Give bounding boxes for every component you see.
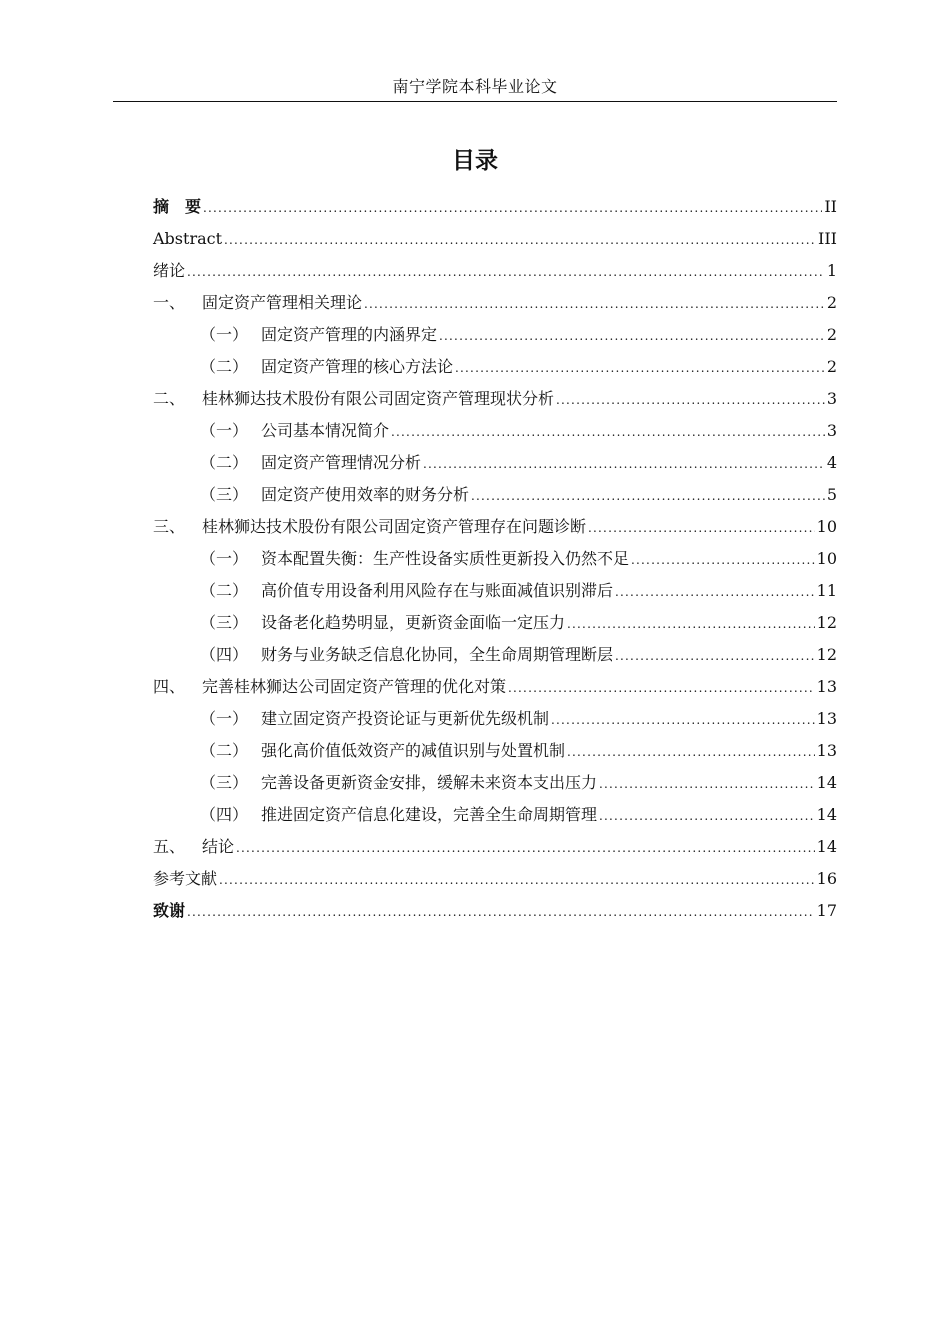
toc-page-number: 2 [826, 357, 837, 376]
toc-page-number: 10 [816, 517, 837, 536]
toc-dot-leader [567, 608, 815, 640]
toc-entry-label: 参考文献 [153, 869, 218, 888]
toc-entry[interactable] [153, 255, 837, 287]
toc-page-number: 13 [816, 741, 837, 760]
toc-entry-number: 三、 [153, 517, 186, 536]
toc-dot-leader [236, 832, 815, 864]
toc-dot-leader [187, 256, 825, 288]
toc-entry[interactable] [153, 895, 837, 927]
toc-entry-label: 完善设备更新资金安排，缓解未来资本支出压力 [261, 773, 598, 792]
running-header: 南宁学院本科毕业论文 [392, 77, 558, 96]
toc-entry[interactable] [153, 863, 837, 895]
page-title: 目录 [452, 148, 498, 174]
toc-entry-label: 致谢 [153, 901, 186, 920]
toc-page-number: 14 [816, 805, 837, 824]
toc-entry-label: 推进固定资产信息化建设，完善全生命周期管理 [261, 805, 598, 824]
toc-entry[interactable] [153, 607, 837, 639]
toc-page-number: III [818, 229, 837, 248]
toc-page-number: 3 [826, 421, 837, 440]
toc-entry-label: 强化高价值低效资产的减值识别与处置机制 [261, 741, 566, 760]
toc-entry-label: 财务与业务缺乏信息化协同，全生命周期管理断层 [261, 645, 614, 664]
toc-page-number: 12 [816, 645, 837, 664]
toc-dot-leader [391, 416, 825, 448]
table-of-contents [153, 191, 837, 927]
header-rule [113, 101, 837, 102]
toc-entry[interactable] [153, 575, 837, 607]
toc-entry[interactable] [153, 831, 837, 863]
toc-entry-number: 二、 [153, 389, 186, 408]
toc-entry-number: （一） [200, 549, 249, 568]
toc-entry-number: （三） [200, 773, 249, 792]
toc-page-number: 10 [816, 549, 837, 568]
toc-page-number: 16 [816, 869, 837, 888]
toc-dot-leader [219, 864, 815, 896]
toc-page-number: 13 [816, 709, 837, 728]
toc-entry[interactable] [153, 639, 837, 671]
toc-page-number: 12 [816, 613, 837, 632]
toc-entry-label: 固定资产管理的核心方法论 [261, 357, 454, 376]
toc-dot-leader [615, 576, 815, 608]
toc-entry-label: 结论 [202, 837, 235, 856]
toc-page-number: 2 [826, 325, 837, 344]
toc-entry-number: （四） [200, 805, 249, 824]
toc-entry-number: （一） [200, 709, 249, 728]
toc-entry-label: 固定资产管理相关理论 [202, 293, 363, 312]
toc-entry-number: 一、 [153, 293, 186, 312]
toc-dot-leader [615, 640, 815, 672]
toc-entry-label: 完善桂林狮达公司固定资产管理的优化对策 [202, 677, 507, 696]
toc-entry-label: 桂林狮达技术股份有限公司固定资产管理现状分析 [202, 389, 555, 408]
toc-entry[interactable] [153, 447, 837, 479]
toc-entry-label: 固定资产管理的内涵界定 [261, 325, 438, 344]
toc-entry-number: （三） [200, 485, 249, 504]
toc-entry-number: （二） [200, 357, 249, 376]
toc-entry-number: 五、 [153, 837, 186, 856]
toc-entry[interactable] [153, 191, 837, 223]
toc-entry[interactable] [153, 799, 837, 831]
toc-dot-leader [588, 512, 815, 544]
toc-dot-leader [224, 224, 816, 256]
toc-entry[interactable] [153, 223, 837, 255]
toc-page-number: 13 [816, 677, 837, 696]
toc-entry[interactable] [153, 287, 837, 319]
toc-entry-number: （四） [200, 645, 249, 664]
toc-entry-number: （二） [200, 581, 249, 600]
toc-page-number: 14 [816, 773, 837, 792]
toc-entry[interactable] [153, 319, 837, 351]
toc-entry-label: 桂林狮达技术股份有限公司固定资产管理存在问题诊断 [202, 517, 587, 536]
toc-page-number: 2 [826, 293, 837, 312]
toc-dot-leader [631, 544, 815, 576]
toc-entry-label: 资本配置失衡：生产性设备实质性更新投入仍然不足 [261, 549, 630, 568]
toc-dot-leader [187, 896, 815, 928]
toc-page-number: 3 [826, 389, 837, 408]
toc-entry[interactable] [153, 415, 837, 447]
toc-dot-leader [203, 192, 822, 224]
toc-page-number: 5 [826, 485, 837, 504]
toc-page-number: 14 [816, 837, 837, 856]
toc-entry-label: 公司基本情况简介 [261, 421, 390, 440]
toc-dot-leader [567, 736, 815, 768]
toc-page-number: 1 [826, 261, 837, 280]
toc-entry-label: 绪论 [153, 261, 186, 280]
toc-page-number: 4 [826, 453, 837, 472]
toc-entry[interactable] [153, 671, 837, 703]
toc-entry-number: （一） [200, 421, 249, 440]
toc-entry-label: 固定资产使用效率的财务分析 [261, 485, 470, 504]
toc-page-number: II [824, 197, 837, 216]
toc-dot-leader [423, 448, 825, 480]
toc-entry-label: 高价值专用设备利用风险存在与账面减值识别滞后 [261, 581, 614, 600]
toc-dot-leader [455, 352, 825, 384]
toc-entry-label: 固定资产管理情况分析 [261, 453, 422, 472]
toc-dot-leader [599, 800, 815, 832]
toc-entry-number: （二） [200, 741, 249, 760]
toc-entry[interactable] [153, 511, 837, 543]
toc-dot-leader [551, 704, 815, 736]
toc-dot-leader [556, 384, 825, 416]
toc-entry[interactable] [153, 351, 837, 383]
toc-entry-number: 四、 [153, 677, 186, 696]
toc-dot-leader [439, 320, 825, 352]
toc-dot-leader [508, 672, 815, 704]
toc-entry[interactable] [153, 479, 837, 511]
toc-entry[interactable] [153, 383, 837, 415]
toc-entry-number: （一） [200, 325, 249, 344]
toc-entry[interactable] [153, 735, 837, 767]
toc-entry-label: 设备老化趋势明显，更新资金面临一定压力 [261, 613, 566, 632]
toc-dot-leader [471, 480, 825, 512]
toc-page-number: 17 [816, 901, 837, 920]
toc-page-number: 11 [816, 581, 837, 600]
toc-entry-number: （二） [200, 453, 249, 472]
toc-dot-leader [599, 768, 815, 800]
toc-entry-number: （三） [200, 613, 249, 632]
toc-entry-label: 建立固定资产投资论证与更新优先级机制 [261, 709, 550, 728]
toc-entry[interactable] [153, 703, 837, 735]
toc-entry[interactable] [153, 543, 837, 575]
toc-entry-label: 摘 要 [153, 197, 202, 216]
toc-entry-label: Abstract [153, 229, 223, 248]
toc-dot-leader [364, 288, 825, 320]
toc-entry[interactable] [153, 767, 837, 799]
